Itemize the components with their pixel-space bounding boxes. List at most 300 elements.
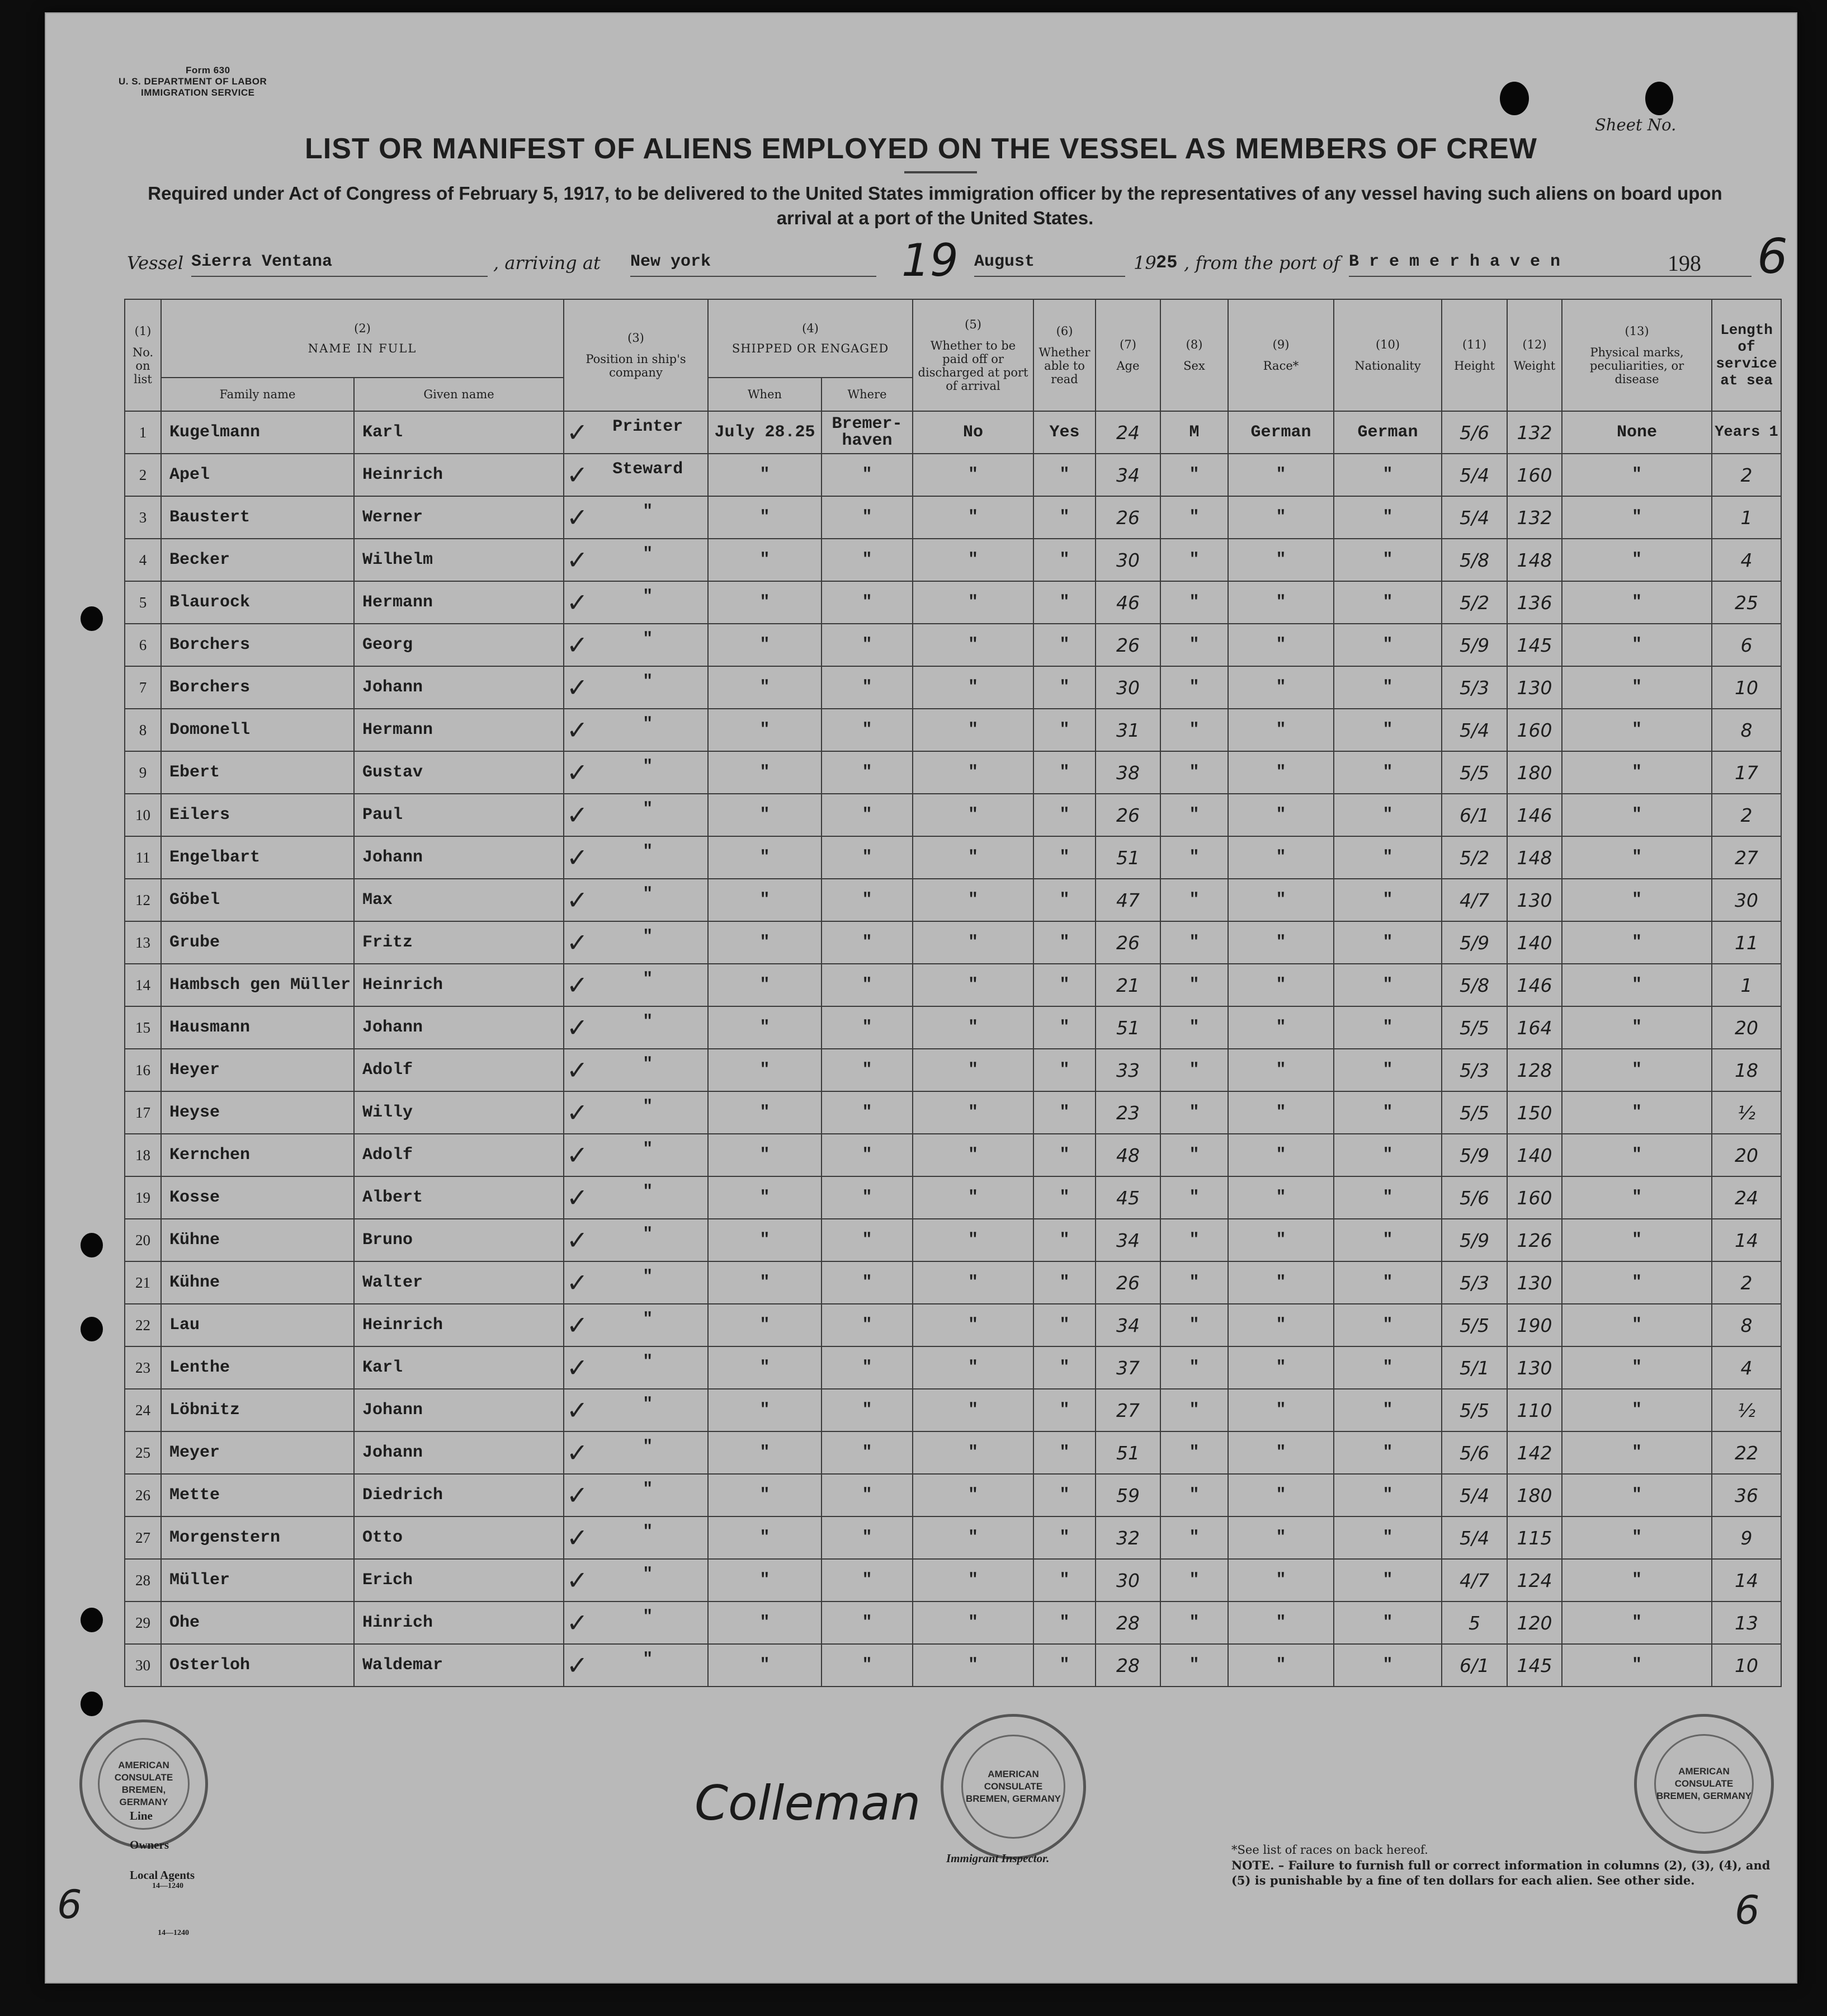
paid-off-cell: " [913, 1304, 1033, 1346]
paid-off-cell: " [913, 1389, 1033, 1431]
shipped-when-cell: " [708, 1644, 822, 1687]
position-cell: ✓ " [564, 794, 708, 836]
given-name-cell: Johann [354, 1431, 564, 1474]
row-number-cell: 24 [125, 1389, 161, 1431]
age-cell: 27 [1096, 1389, 1160, 1431]
shipped-where-cell: " [822, 1516, 913, 1559]
length-of-service-cell: 20 [1712, 1134, 1781, 1176]
year-suffix: 25 [1156, 252, 1178, 273]
paid-off-cell: " [913, 666, 1033, 709]
length-of-service-cell: 13 [1712, 1602, 1781, 1644]
weight-cell: 160 [1507, 709, 1562, 751]
weight-cell: 190 [1507, 1304, 1562, 1346]
shipped-when-cell: " [708, 1559, 822, 1602]
position-cell: ✓ " [564, 836, 708, 879]
height-cell: 5/9 [1442, 1134, 1507, 1176]
physical-marks-cell: " [1562, 581, 1712, 624]
nationality-cell: " [1334, 1304, 1442, 1346]
shipped-when-cell: " [708, 709, 822, 751]
sex-cell: " [1160, 624, 1228, 666]
paid-off-cell: " [913, 624, 1033, 666]
position-cell: ✓ " [564, 1091, 708, 1134]
shipped-when-cell: " [708, 836, 822, 879]
height-cell: 5/9 [1442, 624, 1507, 666]
margin-mark-left: 6 [57, 1882, 82, 1928]
nationality-cell: " [1334, 1219, 1442, 1261]
height-cell: 4/7 [1442, 1559, 1507, 1602]
position-cell: ✓ " [564, 624, 708, 666]
row-number-cell: 17 [125, 1091, 161, 1134]
table-row [125, 1644, 1781, 1687]
weight-cell: 115 [1507, 1516, 1562, 1559]
row-number-cell: 15 [125, 1006, 161, 1049]
sex-cell: " [1160, 496, 1228, 539]
nationality-cell: " [1334, 794, 1442, 836]
col-nationality-header: (10) Nationality [1334, 299, 1442, 411]
race-cell: " [1228, 539, 1334, 581]
table-row [125, 1304, 1781, 1346]
physical-marks-cell: " [1562, 879, 1712, 921]
weight-cell: 126 [1507, 1219, 1562, 1261]
height-cell: 5/2 [1442, 836, 1507, 879]
position-cell: ✓ " [564, 1559, 708, 1602]
height-cell: 5/4 [1442, 1474, 1507, 1516]
age-cell: 28 [1096, 1602, 1160, 1644]
sex-cell: " [1160, 964, 1228, 1006]
given-name-cell: Erich [354, 1559, 564, 1602]
family-name-cell: Ebert [161, 751, 354, 794]
nationality-cell: " [1334, 751, 1442, 794]
shipped-where-cell: " [822, 1431, 913, 1474]
department-name: U. S. DEPARTMENT OF LABOR [119, 76, 267, 87]
paid-off-cell: " [913, 921, 1033, 964]
age-cell: 24 [1096, 411, 1160, 454]
length-of-service-cell: 8 [1712, 709, 1781, 751]
family-name-cell: Baustert [161, 496, 354, 539]
nationality-cell: " [1334, 1474, 1442, 1516]
row-number-cell: 2 [125, 454, 161, 496]
sex-cell: M [1160, 411, 1228, 454]
family-name-cell: Kernchen [161, 1134, 354, 1176]
age-cell: 30 [1096, 539, 1160, 581]
position-cell: ✓ " [564, 496, 708, 539]
height-cell: 5/5 [1442, 1091, 1507, 1134]
race-cell: " [1228, 1049, 1334, 1091]
nationality-cell: " [1334, 1431, 1442, 1474]
check-mark-icon: ✓ [566, 885, 588, 915]
paid-off-cell: " [913, 964, 1033, 1006]
family-name-cell: Engelbart [161, 836, 354, 879]
shipped-when-cell: " [708, 1346, 822, 1389]
given-name-cell: Johann [354, 1006, 564, 1049]
sex-cell: " [1160, 1644, 1228, 1687]
race-cell: " [1228, 1006, 1334, 1049]
height-cell: 5/4 [1442, 1516, 1507, 1559]
shipped-when-cell: " [708, 1431, 822, 1474]
family-name-cell: Kühne [161, 1219, 354, 1261]
table-row [125, 709, 1781, 751]
age-cell: 51 [1096, 1431, 1160, 1474]
length-of-service-cell: 4 [1712, 539, 1781, 581]
position-cell: ✓ " [564, 1134, 708, 1176]
col-name-header: (2) NAME IN FULL [161, 299, 564, 378]
position-cell: ✓ " [564, 666, 708, 709]
race-cell: " [1228, 751, 1334, 794]
family-name-cell: Hambsch gen Müller [161, 964, 354, 1006]
position-cell: ✓ " [564, 1516, 708, 1559]
weight-cell: 130 [1507, 1261, 1562, 1304]
col-given-name-header: Given name [354, 378, 564, 411]
height-cell: 5/4 [1442, 454, 1507, 496]
check-mark-icon: ✓ [566, 1140, 588, 1170]
race-cell: " [1228, 1559, 1334, 1602]
row-number-cell: 10 [125, 794, 161, 836]
arrival-month: August [974, 252, 1125, 277]
footer-note [1231, 1843, 1779, 1888]
sex-cell: " [1160, 1134, 1228, 1176]
able-to-read-cell: " [1033, 1559, 1096, 1602]
shipped-when-cell: " [708, 1389, 822, 1431]
weight-cell: 145 [1507, 1644, 1562, 1687]
given-name-cell: Diedrich [354, 1474, 564, 1516]
length-of-service-cell: 2 [1712, 1261, 1781, 1304]
race-cell: German [1228, 411, 1334, 454]
check-mark-icon: ✓ [566, 1183, 588, 1213]
physical-marks-cell: " [1562, 1516, 1712, 1559]
paid-off-cell: " [913, 1431, 1033, 1474]
age-cell: 51 [1096, 836, 1160, 879]
sex-cell: " [1160, 454, 1228, 496]
col-paid-off-header: (5) Whether to be paid off or discharged at port of arrival [913, 299, 1033, 411]
position-cell: ✓ " [564, 539, 708, 581]
paid-off-cell: " [913, 1091, 1033, 1134]
row-number-cell: 18 [125, 1134, 161, 1176]
family-name-cell: Borchers [161, 666, 354, 709]
check-mark-icon: ✓ [566, 757, 588, 788]
race-cell: " [1228, 666, 1334, 709]
race-cell: " [1228, 921, 1334, 964]
paid-off-cell: " [913, 1176, 1033, 1219]
race-cell: " [1228, 1091, 1334, 1134]
given-name-cell: Fritz [354, 921, 564, 964]
family-name-cell: Ohe [161, 1602, 354, 1644]
race-cell: " [1228, 836, 1334, 879]
table-row [125, 1006, 1781, 1049]
length-of-service-cell: 22 [1712, 1431, 1781, 1474]
check-mark-icon: ✓ [566, 502, 588, 533]
height-cell: 5/9 [1442, 921, 1507, 964]
height-cell: 5/2 [1442, 581, 1507, 624]
age-cell: 38 [1096, 751, 1160, 794]
sex-cell: " [1160, 751, 1228, 794]
family-name-cell: Becker [161, 539, 354, 581]
check-mark-icon: ✓ [566, 715, 588, 745]
position-cell: ✓ " [564, 1176, 708, 1219]
race-cell: " [1228, 581, 1334, 624]
table-row [125, 496, 1781, 539]
vessel-line [46, 229, 1796, 286]
given-name-cell: Johann [354, 1389, 564, 1431]
able-to-read-cell: " [1033, 964, 1096, 1006]
physical-marks-cell: " [1562, 1389, 1712, 1431]
consulate-stamp-center: AMERICAN CONSULATE BREMEN, GERMANY [941, 1714, 1086, 1859]
length-of-service-cell: 14 [1712, 1219, 1781, 1261]
shipped-where-cell: " [822, 1474, 913, 1516]
given-name-cell: Karl [354, 411, 564, 454]
position-cell: ✓ Steward [564, 454, 708, 496]
physical-marks-cell: " [1562, 1006, 1712, 1049]
length-of-service-cell: 4 [1712, 1346, 1781, 1389]
able-to-read-cell: " [1033, 751, 1096, 794]
shipped-where-cell: " [822, 879, 913, 921]
height-cell: 5/3 [1442, 1049, 1507, 1091]
shipped-where-cell: " [822, 454, 913, 496]
family-name-cell: Osterloh [161, 1644, 354, 1687]
family-name-cell: Borchers [161, 624, 354, 666]
col-when-header: When [708, 378, 822, 411]
given-name-cell: Hinrich [354, 1602, 564, 1644]
able-to-read-cell: " [1033, 1644, 1096, 1687]
agents-form-code: 14—1240 [152, 1882, 183, 1890]
given-name-cell: Waldemar [354, 1644, 564, 1687]
shipped-where-cell: " [822, 1049, 913, 1091]
height-cell: 5/5 [1442, 1006, 1507, 1049]
row-number-cell: 30 [125, 1644, 161, 1687]
given-name-cell: Max [354, 879, 564, 921]
able-to-read-cell: " [1033, 539, 1096, 581]
sex-cell: " [1160, 879, 1228, 921]
able-to-read-cell: " [1033, 666, 1096, 709]
shipped-where-cell: " [822, 581, 913, 624]
position-cell: ✓ " [564, 709, 708, 751]
able-to-read-cell: " [1033, 836, 1096, 879]
length-of-service-cell: 1 [1712, 496, 1781, 539]
shipped-where-cell: " [822, 751, 913, 794]
sex-cell: " [1160, 1431, 1228, 1474]
margin-mark-right: 6 [1735, 1887, 1760, 1933]
physical-marks-cell: " [1562, 964, 1712, 1006]
col-physical-header: (13) Physical marks, peculiarities, or disease [1562, 299, 1712, 411]
nationality-cell: " [1334, 1134, 1442, 1176]
shipped-when-cell: " [708, 454, 822, 496]
able-to-read-cell: " [1033, 879, 1096, 921]
able-to-read-cell: " [1033, 1431, 1096, 1474]
given-name-cell: Johann [354, 666, 564, 709]
table-row [125, 1474, 1781, 1516]
length-of-service-cell: 2 [1712, 454, 1781, 496]
physical-marks-cell: " [1562, 1134, 1712, 1176]
race-cell: " [1228, 1644, 1334, 1687]
row-number-cell: 3 [125, 496, 161, 539]
table-row [125, 921, 1781, 964]
punch-hole [81, 1233, 103, 1257]
shipped-when-cell: " [708, 539, 822, 581]
shipped-where-cell: " [822, 1644, 913, 1687]
race-cell: " [1228, 794, 1334, 836]
nationality-cell: " [1334, 1559, 1442, 1602]
race-cell: " [1228, 1261, 1334, 1304]
row-number-cell: 26 [125, 1474, 161, 1516]
row-number-cell: 9 [125, 751, 161, 794]
sex-cell: " [1160, 1091, 1228, 1134]
family-name-cell: Apel [161, 454, 354, 496]
length-of-service-cell: 17 [1712, 751, 1781, 794]
height-cell: 5/6 [1442, 1431, 1507, 1474]
given-name-cell: Paul [354, 794, 564, 836]
height-cell: 5/6 [1442, 411, 1507, 454]
height-cell: 5/3 [1442, 1261, 1507, 1304]
row-number-cell: 13 [125, 921, 161, 964]
table-row [125, 1261, 1781, 1304]
nationality-cell: " [1334, 539, 1442, 581]
paid-off-cell: No [913, 411, 1033, 454]
table-header [125, 299, 1781, 411]
weight-cell: 132 [1507, 496, 1562, 539]
able-to-read-cell: " [1033, 1516, 1096, 1559]
sex-cell: " [1160, 709, 1228, 751]
age-cell: 28 [1096, 1644, 1160, 1687]
family-name-cell: Meyer [161, 1431, 354, 1474]
position-cell: ✓ " [564, 1346, 708, 1389]
length-of-service-cell: 20 [1712, 1006, 1781, 1049]
position-cell: ✓ " [564, 921, 708, 964]
physical-marks-cell: " [1562, 1431, 1712, 1474]
shipped-when-cell: " [708, 1176, 822, 1219]
weight-cell: 136 [1507, 581, 1562, 624]
paid-off-cell: " [913, 1559, 1033, 1602]
paid-off-cell: " [913, 1602, 1033, 1644]
race-cell: " [1228, 1304, 1334, 1346]
shipped-where-cell: " [822, 1346, 913, 1389]
table-row [125, 1559, 1781, 1602]
height-cell: 5/8 [1442, 539, 1507, 581]
length-of-service-cell: 6 [1712, 624, 1781, 666]
sex-cell: " [1160, 1516, 1228, 1559]
given-name-cell: Hermann [354, 709, 564, 751]
nationality-cell: " [1334, 836, 1442, 879]
shipped-where-cell: " [822, 836, 913, 879]
given-name-cell: Adolf [354, 1134, 564, 1176]
given-name-cell: Bruno [354, 1219, 564, 1261]
height-cell: 6/1 [1442, 1644, 1507, 1687]
given-name-cell: Adolf [354, 1049, 564, 1091]
check-mark-icon: ✓ [566, 630, 588, 660]
check-mark-icon: ✓ [566, 417, 588, 448]
table-row [125, 1431, 1781, 1474]
check-mark-icon: ✓ [566, 1353, 588, 1383]
weight-cell: 146 [1507, 794, 1562, 836]
able-to-read-cell: Yes [1033, 411, 1096, 454]
check-mark-icon: ✓ [566, 970, 588, 1000]
age-cell: 26 [1096, 794, 1160, 836]
check-mark-icon: ✓ [566, 1395, 588, 1425]
given-name-cell: Otto [354, 1516, 564, 1559]
check-mark-icon: ✓ [566, 1098, 588, 1128]
nationality-cell: " [1334, 624, 1442, 666]
family-name-cell: Hausmann [161, 1006, 354, 1049]
sex-cell: " [1160, 794, 1228, 836]
height-cell: 5/5 [1442, 1389, 1507, 1431]
consulate-stamp-left: AMERICAN CONSULATE BREMEN, GERMANY [79, 1720, 208, 1848]
race-cell: " [1228, 1516, 1334, 1559]
shipped-when-cell: " [708, 794, 822, 836]
sex-cell: " [1160, 921, 1228, 964]
length-of-service-cell: ½ [1712, 1091, 1781, 1134]
title-ornament [904, 171, 977, 173]
row-number-cell: 14 [125, 964, 161, 1006]
family-name-cell: Blaurock [161, 581, 354, 624]
weight-cell: 160 [1507, 454, 1562, 496]
form-department-header [119, 65, 267, 98]
height-cell: 5/8 [1442, 964, 1507, 1006]
weight-cell: 145 [1507, 624, 1562, 666]
shipped-when-cell: " [708, 751, 822, 794]
nationality-cell: " [1334, 1346, 1442, 1389]
family-name-cell: Mette [161, 1474, 354, 1516]
family-name-cell: Löbnitz [161, 1389, 354, 1431]
crew-manifest-table [124, 299, 1782, 1687]
physical-marks-cell: " [1562, 709, 1712, 751]
paid-off-cell: " [913, 1006, 1033, 1049]
table-row [125, 836, 1781, 879]
weight-cell: 130 [1507, 1346, 1562, 1389]
position-cell: ✓ " [564, 1644, 708, 1687]
local-agents-label: Local Agents [130, 1868, 195, 1882]
age-cell: 33 [1096, 1049, 1160, 1091]
paid-off-cell: " [913, 1134, 1033, 1176]
able-to-read-cell: " [1033, 1474, 1096, 1516]
family-name-cell: Göbel [161, 879, 354, 921]
weight-cell: 110 [1507, 1389, 1562, 1431]
race-cell: " [1228, 1134, 1334, 1176]
owners-label: Owners [130, 1838, 169, 1852]
physical-marks-cell: " [1562, 836, 1712, 879]
age-cell: 34 [1096, 1304, 1160, 1346]
paid-off-cell: " [913, 1261, 1033, 1304]
length-of-service-cell: 11 [1712, 921, 1781, 964]
nationality-cell: " [1334, 1644, 1442, 1687]
race-cell: " [1228, 1474, 1334, 1516]
table-row [125, 1134, 1781, 1176]
able-to-read-cell: " [1033, 709, 1096, 751]
inspector-signature: Colleman [695, 1775, 921, 1831]
position-cell: ✓ " [564, 1602, 708, 1644]
able-to-read-cell: " [1033, 1346, 1096, 1389]
weight-cell: 160 [1507, 1176, 1562, 1219]
physical-marks-cell: " [1562, 1559, 1712, 1602]
length-of-service-cell: 8 [1712, 1304, 1781, 1346]
given-name-cell: Heinrich [354, 454, 564, 496]
vessel-name: Sierra Ventana [191, 252, 488, 277]
race-cell: " [1228, 1219, 1334, 1261]
check-mark-icon: ✓ [566, 1268, 588, 1298]
check-mark-icon: ✓ [566, 1310, 588, 1340]
row-number-cell: 23 [125, 1346, 161, 1389]
shipped-when-cell: " [708, 1474, 822, 1516]
from-port-label: , from the port of [1184, 252, 1340, 274]
sex-cell: " [1160, 1261, 1228, 1304]
height-cell: 6/1 [1442, 794, 1507, 836]
shipped-where-cell: " [822, 921, 913, 964]
check-mark-icon: ✓ [566, 927, 588, 958]
shipped-when-cell: " [708, 921, 822, 964]
age-cell: 26 [1096, 1261, 1160, 1304]
shipped-where-cell: " [822, 794, 913, 836]
race-cell: " [1228, 1431, 1334, 1474]
col-age-header: (7) Age [1096, 299, 1160, 411]
paid-off-cell: " [913, 751, 1033, 794]
table-row [125, 1516, 1781, 1559]
